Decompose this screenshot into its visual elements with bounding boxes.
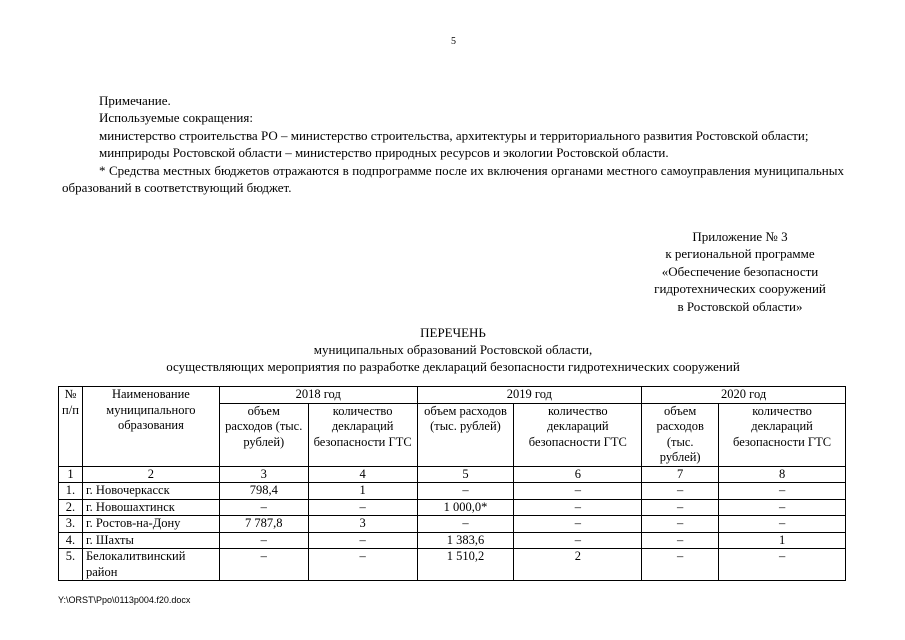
header-name: Наименование муниципального образования bbox=[82, 387, 219, 467]
cell-2020-count: – bbox=[719, 549, 846, 581]
title-line: муниципальных образований Ростовской области, bbox=[313, 342, 593, 357]
municipality-name: г. Новошахтинск bbox=[82, 499, 219, 516]
appendix-line: «Обеспечение безопасности bbox=[661, 263, 819, 279]
column-number: 7 bbox=[642, 466, 719, 483]
cell-2019-count: 2 bbox=[514, 549, 642, 581]
column-number: 4 bbox=[308, 466, 417, 483]
cell-2019-volume: 1 000,0* bbox=[417, 499, 514, 516]
cell-2018-volume: – bbox=[219, 549, 308, 581]
title-line: осуществляющих мероприятия по разработке деклараций безопасности гидротехнических сооружений bbox=[166, 359, 740, 374]
note-paragraph: * Средства местных бюджетов отражаются в подпрограмме после их включения органами местного самоуправления муниципальных образований в соответствующий бюджет. bbox=[62, 162, 844, 196]
appendix-line: Приложение № 3 bbox=[692, 229, 788, 244]
table-row bbox=[59, 532, 846, 549]
header-count: количество деклараций безопасности ГТС bbox=[308, 403, 417, 466]
header-year: 2018 год bbox=[219, 387, 417, 404]
cell-2019-volume: – bbox=[417, 516, 514, 533]
cell-2020-volume: – bbox=[642, 499, 719, 516]
appendix-header bbox=[630, 228, 850, 315]
notes-section bbox=[62, 92, 844, 196]
column-number: 6 bbox=[514, 466, 642, 483]
cell-2018-count: – bbox=[308, 532, 417, 549]
cell-2019-count: – bbox=[514, 532, 642, 549]
row-number: 4. bbox=[59, 532, 83, 549]
header-year: 2019 год bbox=[417, 387, 642, 404]
appendix-line: в Ростовской области» bbox=[677, 298, 803, 314]
header-num: № п/п bbox=[59, 387, 83, 467]
cell-2018-count: – bbox=[308, 549, 417, 581]
cell-2018-volume: 798,4 bbox=[219, 483, 308, 500]
cell-2019-volume: 1 383,6 bbox=[417, 532, 514, 549]
column-number: 3 bbox=[219, 466, 308, 483]
cell-2019-count: – bbox=[514, 483, 642, 500]
cell-2019-count: – bbox=[514, 516, 642, 533]
municipalities-table bbox=[58, 386, 846, 581]
cell-2018-volume: – bbox=[219, 532, 308, 549]
note-paragraph: Примечание. bbox=[99, 93, 171, 108]
header-volume: объем расходов (тыс. рублей) bbox=[642, 403, 719, 466]
cell-2020-count: 1 bbox=[719, 532, 846, 549]
row-number: 5. bbox=[59, 549, 83, 581]
note-paragraph: минприроды Ростовской области – министерство природных ресурсов и экологии Ростовской области. bbox=[99, 145, 669, 161]
header-year: 2020 год bbox=[642, 387, 846, 404]
title-line: ПЕРЕЧЕНЬ bbox=[420, 325, 486, 340]
page-number: 5 bbox=[451, 36, 456, 47]
file-path-footer: Y:\ORST\Ppo\0113p004.f20.docx bbox=[58, 595, 191, 605]
table-row bbox=[59, 516, 846, 533]
column-number: 8 bbox=[719, 466, 846, 483]
cell-2020-count: – bbox=[719, 499, 846, 516]
note-paragraph: Используемые сокращения: bbox=[99, 110, 253, 126]
cell-2018-count: 1 bbox=[308, 483, 417, 500]
cell-2018-volume: – bbox=[219, 499, 308, 516]
municipality-name: Белокалитвинский район bbox=[82, 549, 219, 581]
cell-2020-volume: – bbox=[642, 483, 719, 500]
column-number: 1 bbox=[59, 466, 83, 483]
header-count: количество деклараций безопасности ГТС bbox=[514, 403, 642, 466]
cell-2019-volume: 1 510,2 bbox=[417, 549, 514, 581]
cell-2019-count: – bbox=[514, 499, 642, 516]
note-paragraph: министерство строительства РО – министерство строительства, архитектуры и территориального развития Ростовской области; bbox=[99, 127, 809, 143]
municipality-name: г. Новочеркасск bbox=[82, 483, 219, 500]
appendix-line: к региональной программе bbox=[665, 246, 815, 262]
cell-2020-count: – bbox=[719, 483, 846, 500]
cell-2020-volume: – bbox=[642, 516, 719, 533]
cell-2020-volume: – bbox=[642, 549, 719, 581]
table-row bbox=[59, 499, 846, 516]
cell-2018-volume: 7 787,8 bbox=[219, 516, 308, 533]
row-number: 3. bbox=[59, 516, 83, 533]
table-row bbox=[59, 483, 846, 500]
row-number: 1. bbox=[59, 483, 83, 500]
municipality-name: г. Шахты bbox=[82, 532, 219, 549]
column-numbers-row bbox=[59, 466, 846, 483]
appendix-line: гидротехнических сооружений bbox=[654, 281, 826, 297]
document-title bbox=[62, 324, 844, 375]
column-number: 2 bbox=[82, 466, 219, 483]
municipality-name: г. Ростов-на-Дону bbox=[82, 516, 219, 533]
header-row-years bbox=[59, 387, 846, 404]
cell-2018-count: 3 bbox=[308, 516, 417, 533]
cell-2020-volume: – bbox=[642, 532, 719, 549]
column-number: 5 bbox=[417, 466, 514, 483]
header-count: количество деклараций безопасности ГТС bbox=[719, 403, 846, 466]
header-volume: объем расходов (тыс. рублей) bbox=[417, 403, 514, 466]
cell-2018-count: – bbox=[308, 499, 417, 516]
cell-2020-count: – bbox=[719, 516, 846, 533]
header-volume: объем расходов (тыс. рублей) bbox=[219, 403, 308, 466]
table-row bbox=[59, 549, 846, 581]
row-number: 2. bbox=[59, 499, 83, 516]
cell-2019-volume: – bbox=[417, 483, 514, 500]
